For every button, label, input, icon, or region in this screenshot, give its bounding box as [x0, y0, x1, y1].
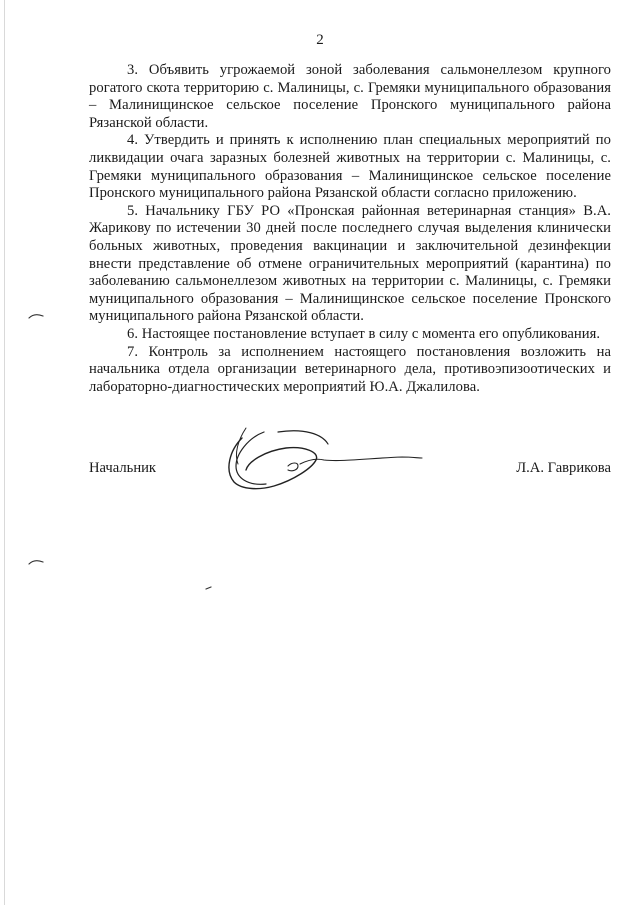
paragraph-7: 7. Контроль за исполнением настоящего постановления возложить на начальника отдела организации ветеринарного дела, противоэпизоотических и лабораторно-диагностических мероприятий Ю.А. Джалилова. [89, 343, 611, 395]
ink-dot [205, 585, 213, 591]
handwritten-signature [212, 420, 432, 500]
signatory-name: Л.А. Гаврикова [516, 460, 611, 476]
paragraph-3: 3. Объявить угрожаемой зоной заболевания сальмонеллезом крупного рогатого скота территорию с. Малиницы, с. Гремяки муниципального образования – Малинищинское сельское поселение Пронского муниципального района Рязанской области. [89, 62, 611, 131]
paragraph-4: 4. Утвердить и принять к исполнению план специальных мероприятий по ликвидации очага заразных болезней животных на территории с. Малиницы, с. Гремяки муниципального образования – Малинищинское сельское поселение Пронского муниципального района Рязанской области согласно приложению. [89, 132, 611, 202]
paragraph-6: 6. Настоящее постановление вступает в силу с момента его опубликования. [127, 325, 601, 342]
margin-mark [28, 312, 44, 320]
margin-mark [28, 558, 44, 566]
document-body [89, 62, 611, 396]
signatory-title: Начальник [89, 460, 157, 476]
paragraph-5: 5. Начальнику ГБУ РО «Пронская районная ветеринарная станция» В.А. Жарикову по истечении 30 дней после последнего случая выделения клинически больных животных, проведения вакцинации и заключительной дезинфекции внести представление об отмене ограничительных мероприятий (карантина) по заболеванию сальмонеллезом животных на территории с. Малиницы, с. Гремяки муниципального образования – Малинищинское сельское поселение Пронского муниципального района Рязанской области. [89, 202, 611, 325]
page-number: 2 [316, 32, 324, 48]
page-edge-line [4, 0, 5, 905]
